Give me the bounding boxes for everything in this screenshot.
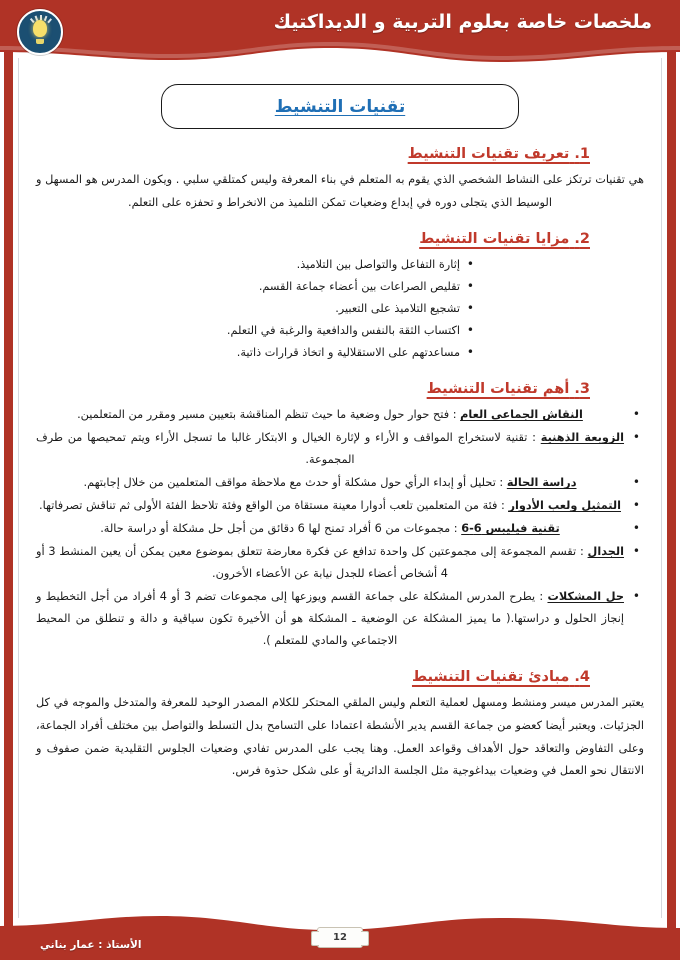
section-3-heading [30,381,650,397]
technique-description: : تقنية لاستخراج المواقف و الأراء و لإثارة الخيال و الابتكار غالبا ما تسجل الأراء ويتم تمحيصها من طرف المجموعة. [36,431,536,467]
section-4-number: 4. [574,669,590,686]
page-header [0,0,680,72]
section-2-heading [30,231,650,247]
page-footer [0,914,680,960]
technique-term: التمثيل ولعب الأدوار [508,499,621,513]
section-1-number: 1. [574,146,590,162]
technique-description: : تحليل أو إبداء الرأي حول مشكلة أو حدث مع ملاحظة مواقف المتعلمين من خلال إجابتهم. [83,476,504,490]
technique-term: حل المشكلات [547,590,624,604]
list-item [30,472,650,494]
section-4-heading [30,669,650,685]
left-border-stripe [4,0,13,960]
technique-term: دراسة الحالة [506,476,577,490]
section-2-title: مزايا تقنيات التنشيط [419,231,570,248]
page-title: تقنيات التنشيط [274,96,406,117]
technique-description: : يطرح المدرس المشكلة على جماعة القسم ويوزعها إلى مجموعات تضم 3 أو 4 أفراد من أجل التخطيط و إنجاز الحلول و دراستها.( ما يميز المشكلة عن الوضعية ـ المشكلة هو أن الأخيرة تكون سياقية و دالة و تنطلق من المحيط الاجتماعي والمادي للمتعلم ). [36,590,624,648]
technique-description: : فتح حوار حول وضعية ما حيث تنظم المناقشة بتعيين مسير ومقرر من المتعلمين. [77,408,457,422]
section-4 [30,669,650,782]
list-item [30,541,650,585]
list-item: • تشجيع التلاميذ على التعبير. [30,298,650,320]
section-3-number: 3. [574,381,590,398]
section-1-paragraph: هي تقنيات ترتكز على النشاط الشخصي الذي يقوم به المتعلم في بناء المعرفة وليس كمتلقي سلبي . ويكون المدرس هو المسهل و الوسيط الذي يتجلى دوره في إبداع وضعيات تمكن التلميذ من الانخراط و تحفزه على التعلم. [36,173,644,209]
technique-description: : تقسم المجموعة إلى مجموعتين كل واحدة تدافع عن فكرة معارضة تتعلق بموضوع معين يمكن أن يعين المنشط 3 أو 4 أشخاص أعضاء للجدل نيابة عن الأعضاء الأخرون. [36,545,584,581]
page-number-badge: 12 [317,927,363,948]
list-item [30,404,650,426]
section-1 [30,146,650,214]
section-2-number: 2. [574,231,590,248]
technique-term: الزوبعة الذهنية [540,431,625,445]
section-3 [30,381,650,652]
lightbulb-badge-icon [17,9,63,55]
section-4-paragraph: يعتبر المدرس ميسر ومنشط ومسهل لعملية التعلم وليس الملقي المحتكر للكلام المصدر الوحيد للمعرفة والمتدخل والموجه في كل الجزئيات. ويعتبر أيضا كعضو من جماعة القسم يدير الأنشطة اعتمادا على التسامح بدل التسلط والتواصل بين مختلف أفراد الجماعة، وعلى التفاوض والتعاقد حول الأهداف وقواعد العمل. وهنا يجب على المدرس تفادي وضعيات الجلوس التقليدية ضمن صفوف و الانتقال نحو العمل في وضعيات بيداغوجية مثل الجلسة الدائرية أو على شكل حذوة فرس. [36,696,644,778]
technique-description: : مجموعات من 6 أفراد تمنح لها 6 دقائق من أجل حل مشكلة أو دراسة حالة. [100,522,458,536]
document-title-box [161,84,519,129]
left-inner-rule [18,58,19,918]
section-4-title: مبادئ تقنيات التنشيط [411,669,570,686]
section-1-heading [30,146,650,162]
technique-term: الجدال [587,545,625,559]
list-item: • اكتساب الثقة بالنفس والدافعية والرغبة في التعلم. [30,320,650,342]
list-item: • مساعدتهم على الاستقلالية و اتخاذ قرارات ذاتية. [30,342,650,364]
list-item: • تقليص الصراعات بين أعضاء جماعة القسم. [30,276,650,298]
list-item [30,427,650,471]
list-item [30,495,650,517]
footer-author: الأستاذ : عمار بناني [40,939,142,951]
list-item [30,518,650,540]
section-2 [30,231,650,364]
header-title: ملخصات خاصة بعلوم التربية و الديداكتيك [273,11,652,33]
right-border-stripe [667,0,676,960]
list-item [30,586,650,652]
section-1-title: تعريف تقنيات التنشيط [407,146,570,162]
right-inner-rule [661,58,662,918]
list-item: • إثارة التفاعل والتواصل بين التلاميذ. [30,254,650,276]
section-3-list [30,404,650,652]
document-content [22,72,658,914]
technique-description: : فئة من المتعلمين تلعب أدوارا معينة مستقاة من الواقع وفئة تلاحظ الفئة الأولى ثم تناقش تصرفاتها. [38,499,505,513]
section-2-list [30,254,650,364]
technique-term: النقاش الجماعي العام [460,408,583,422]
section-3-title: أهم تقنيات التنشيط [426,381,570,398]
technique-term: تقنية فيليبس 6-6 [461,522,560,536]
